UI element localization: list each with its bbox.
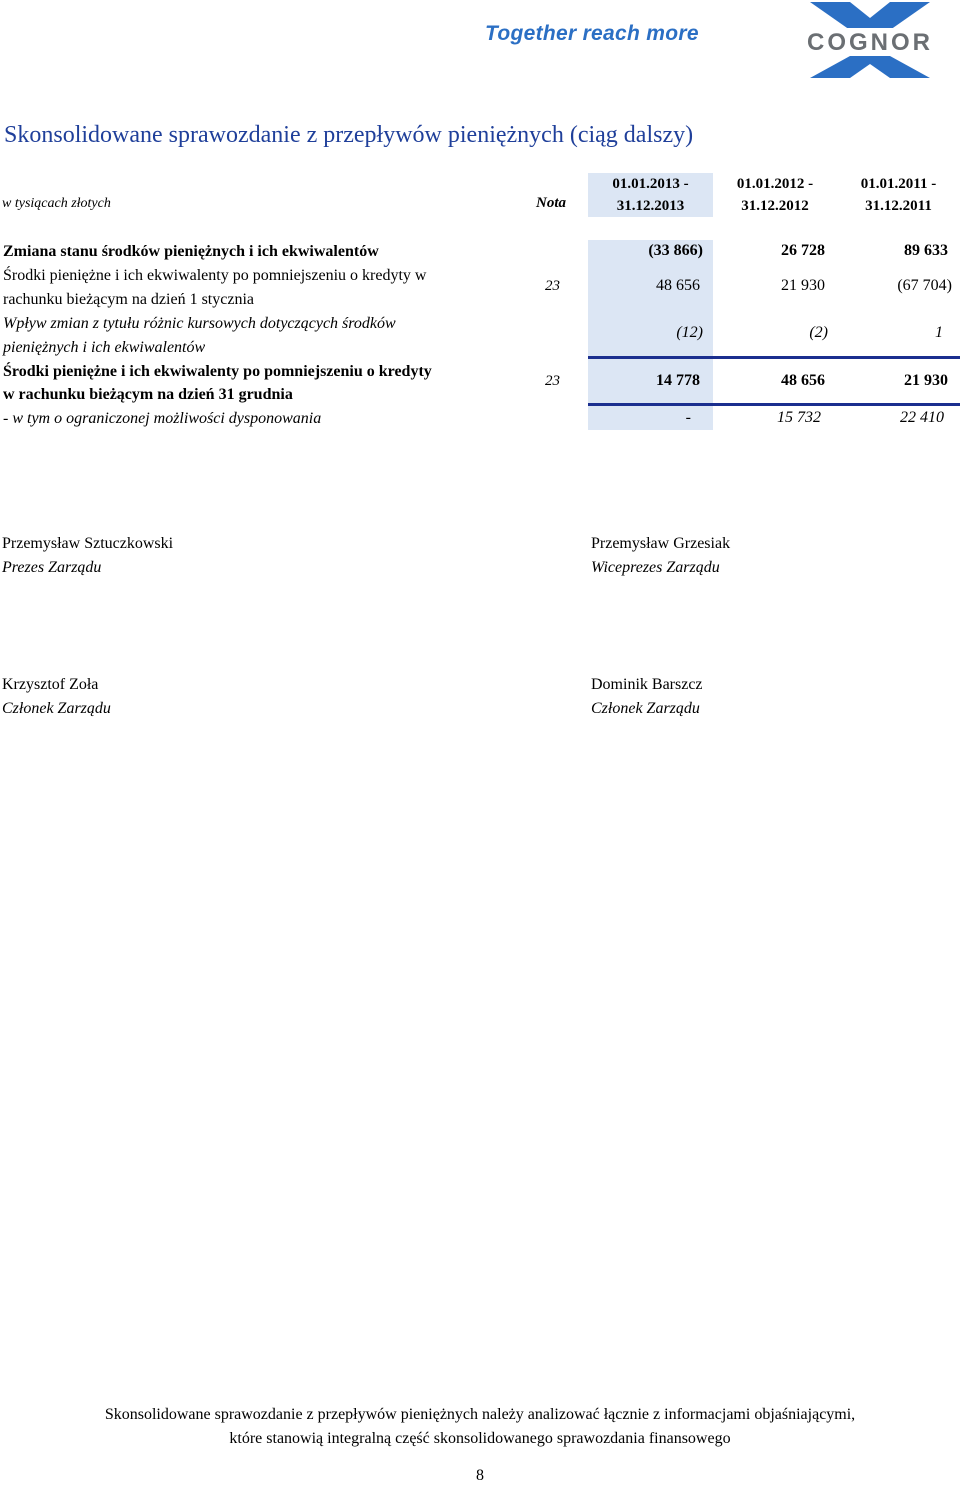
row-value-2013: 14 778 [656, 372, 700, 389]
row-value-2011: 1 [935, 324, 943, 341]
period-header-2012-line1: 01.01.2012 - [736, 176, 814, 192]
row-value-2012: (2) [809, 324, 828, 341]
row-value-2012: 26 728 [781, 242, 825, 259]
unit-label: w tysiącach złotych [2, 196, 111, 211]
page-title: Skonsolidowane sprawozdanie z przepływów pieniężnych (ciąg dalszy) [4, 122, 694, 148]
signatory-name: Dominik Barszcz [591, 676, 703, 693]
total-divider [588, 403, 960, 406]
row-label-cont: w rachunku bieżącym na dzień 31 grudnia [3, 386, 293, 403]
period-header-2013-line2: 31.12.2013 [616, 198, 685, 214]
row-label: Środki pieniężne i ich ekwiwalenty po pomniejszeniu o kredyty w [3, 267, 427, 284]
logo-text: COGNOR [807, 29, 933, 56]
row-label-cont: rachunku bieżącym na dzień 1 stycznia [3, 291, 254, 308]
row-note: 23 [545, 373, 560, 389]
row-value-2013: 48 656 [656, 277, 700, 294]
row-value-2013: - [685, 409, 691, 426]
signatory-role: Członek Zarządu [591, 700, 700, 717]
footer-line-2: które stanowią integralną część skonsolidowanego sprawozdania finansowego [229, 1430, 731, 1447]
period-header-2011-line1: 01.01.2011 - [860, 176, 937, 192]
row-value-2011: 21 930 [904, 372, 948, 389]
cognor-logo [795, 0, 945, 80]
row-label: Zmiana stanu środków pieniężnych i ich ekwiwalentów [3, 243, 379, 260]
signatory-name: Przemysław Sztuczkowski [2, 535, 174, 552]
row-value-2012: 48 656 [781, 372, 825, 389]
row-value-2011: (67 704) [897, 277, 952, 294]
row-label-cont: pieniężnych i ich ekwiwalentów [3, 339, 206, 356]
period-header-2012 [713, 173, 837, 217]
signatory-name: Krzysztof Zoła [2, 676, 99, 693]
row-value-2012: 15 732 [777, 409, 821, 426]
row-label: Środki pieniężne i ich ekwiwalenty po pomniejszeniu o kredyty [3, 363, 432, 380]
row-value-2011: 22 410 [900, 409, 944, 426]
row-value-2013: (12) [676, 324, 703, 341]
period-header-2012-line2: 31.12.2012 [741, 198, 809, 214]
page-number: 8 [476, 1467, 484, 1484]
row-note: 23 [545, 278, 560, 294]
footer-note [0, 1403, 960, 1451]
row-label: - w tym o ograniczonej możliwości dysponowania [3, 410, 322, 427]
signatory-role: Wiceprezes Zarządu [591, 559, 720, 576]
period-header-2011-line2: 31.12.2011 [865, 198, 932, 214]
period-header-2013 [588, 173, 713, 217]
signatory-role: Prezes Zarządu [2, 559, 102, 576]
tagline: Together reach more [485, 22, 699, 45]
signatory-role: Członek Zarządu [2, 700, 111, 717]
nota-header: Nota [536, 195, 566, 211]
period-header-2013-line1: 01.01.2013 - [612, 176, 689, 192]
subtotal-divider [588, 356, 960, 359]
period-header-2011 [837, 173, 960, 217]
signatory-name: Przemysław Grzesiak [591, 535, 731, 552]
row-label: Wpływ zmian z tytułu różnic kursowych dotyczących środków [3, 315, 396, 332]
row-value-2013: (33 866) [648, 242, 703, 259]
footer-line-1: Skonsolidowane sprawozdanie z przepływów pieniężnych należy analizować łącznie z informacjami objaśniającymi, [104, 1406, 856, 1423]
row-value-2012: 21 930 [781, 277, 825, 294]
row-value-2011: 89 633 [904, 242, 948, 259]
